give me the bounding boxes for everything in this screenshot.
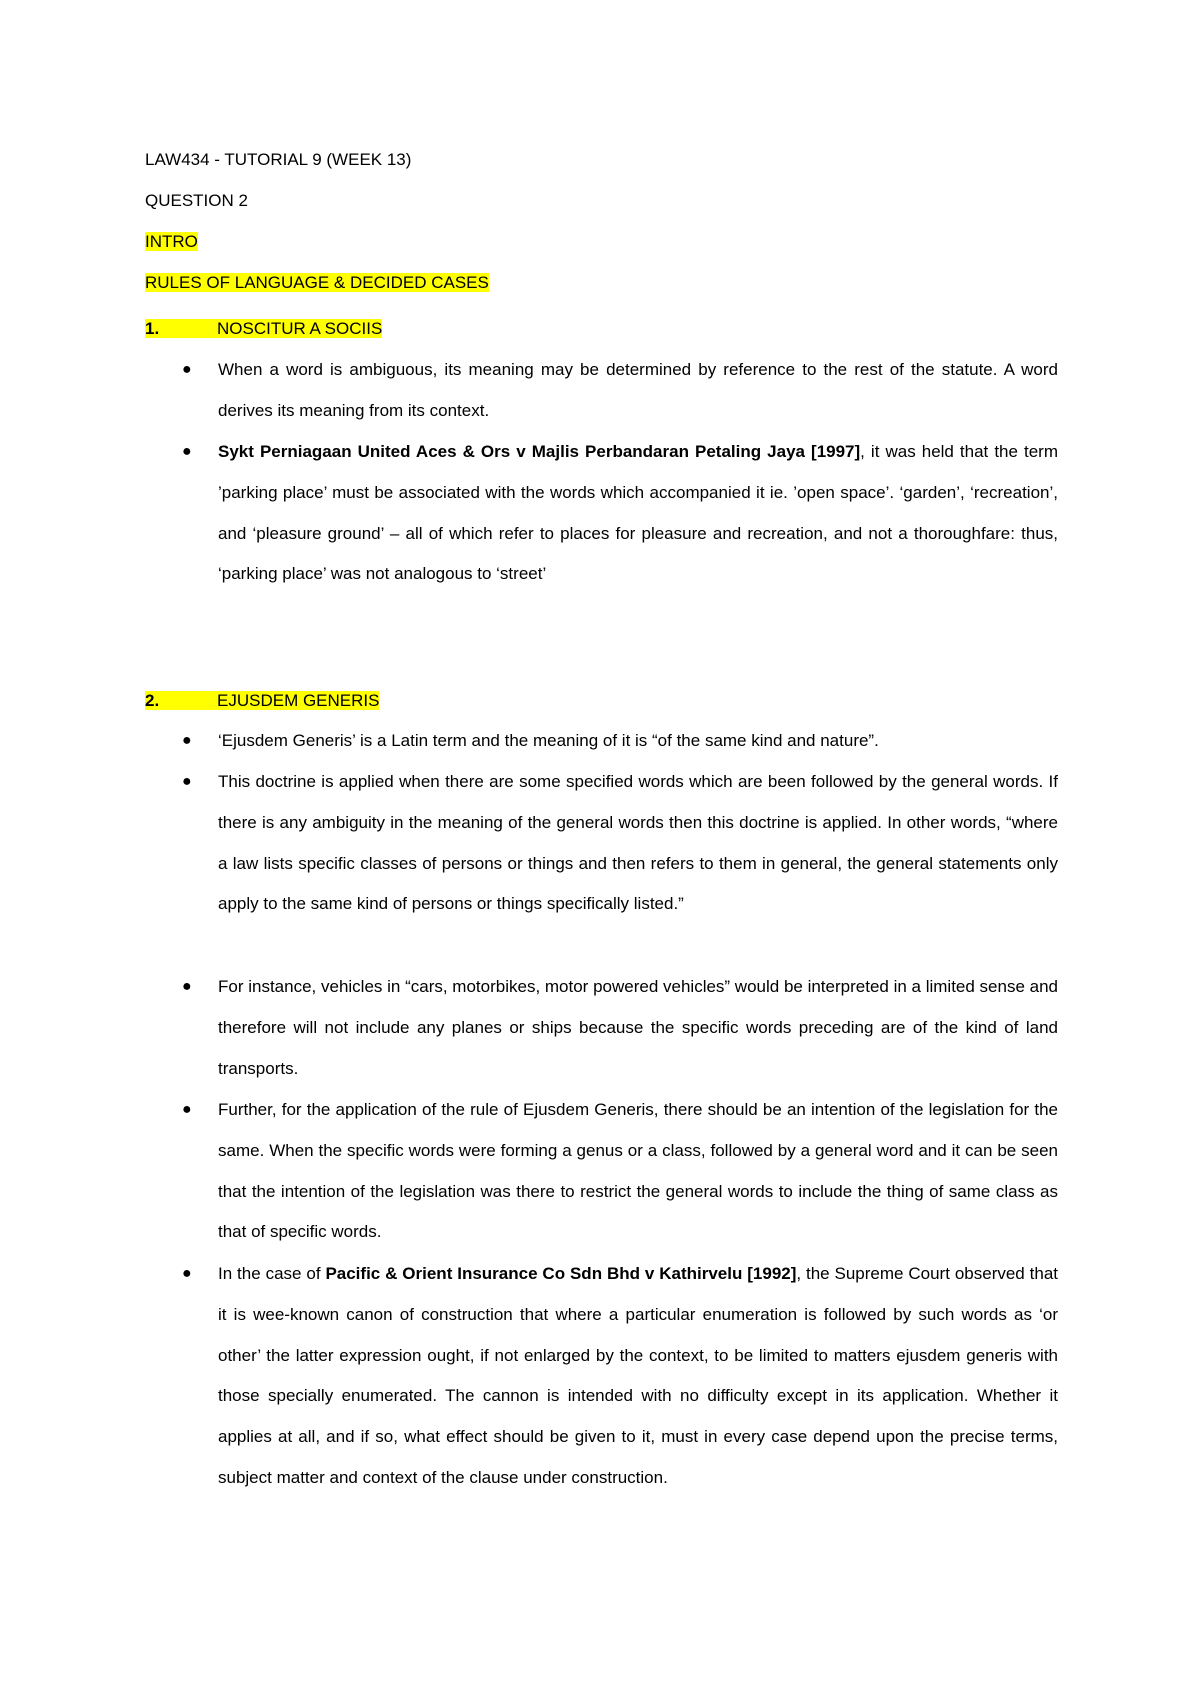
document-title: LAW434 - TUTORIAL 9 (WEEK 13): [145, 150, 412, 169]
section-2-title: EJUSDEM GENERIS: [217, 691, 380, 710]
bullet-icon: ●: [182, 361, 192, 378]
intro-heading: INTRO: [145, 232, 198, 251]
s2-bullet-4: Further, for the application of the rule of Ejusdem Generis, there should be an intention of the legislation for the same. When the specific words were forming a genus or a class, followed by a general word and it can be seen that the intention of the legislation was there to restrict the general words to include the thing of same class as that of specific words.: [218, 1100, 1058, 1242]
case-citation: Pacific & Orient Insurance Co Sdn Bhd v Kathirvelu [1992]: [325, 1264, 797, 1283]
section-1-heading: [145, 318, 382, 340]
section-2-heading: [145, 690, 379, 712]
question-label: QUESTION 2: [145, 191, 248, 210]
bullet-icon: ●: [182, 443, 192, 460]
bullet-icon: ●: [182, 1265, 192, 1282]
s1-bullet-1: When a word is ambiguous, its meaning may be determined by reference to the rest of the statute. A word derives its meaning from its context.: [218, 360, 1058, 420]
section-1-number: 1.: [145, 319, 160, 338]
s2-bullet-2: This doctrine is applied when there are some specified words which are been followed by the general words. If there is any ambiguity in the meaning of the general words then this doctrine is applied. In other words, “where a law lists specific classes of persons or things and then refers to them in general, the general statements only apply to the same kind of persons or things specifically listed.”: [218, 772, 1058, 914]
section-2-number: 2.: [145, 691, 160, 710]
bullet-icon: ●: [182, 978, 192, 995]
s2-bullet-3: For instance, vehicles in “cars, motorbikes, motor powered vehicles” would be interpreted in a limited sense and therefore will not include any planes or ships because the specific words preceding are of the kind of land transports.: [218, 977, 1059, 1078]
bullet-icon: ●: [182, 773, 192, 790]
s1-bullet-2: Sykt Perniagaan United Aces & Ors v Majlis Perbandaran Petaling Jaya [1997], it was held that the term ’parking place’ must be associated with the words which accompanied it ie. ’open space’. ‘garden’, ‘recreation’, and ‘pleasure ground’ – all of which refer to places for pleasure and recreation, and not a thoroughfare: thus, ‘parking place’ was not analogous to ‘street’: [218, 442, 1058, 584]
s2-bullet-5: In the case of Pacific & Orient Insurance Co Sdn Bhd v Kathirvelu [1992], the Supreme Court observed that it is wee-known canon of construction that where a particular enumeration is followed by such words as ‘or other’ the latter expression ought, if not enlarged by the context, to be limited to matters ejusdem generis with those specially enumerated. The cannon is intended with no difficulty except in its application. Whether it applies at all, and if so, what effect should be given to it, must in every case depend upon the precise terms, subject matter and context of the clause under construction.: [218, 1264, 1058, 1487]
bullet-icon: ●: [182, 732, 192, 749]
bullet-icon: ●: [182, 1101, 192, 1118]
case-citation: Sykt Perniagaan United Aces & Ors v Majlis Perbandaran Petaling Jaya [1997]: [218, 442, 861, 461]
s2-bullet-1: ‘Ejusdem Generis’ is a Latin term and the meaning of it is “of the same kind and nature”.: [218, 731, 879, 750]
section-1-title: NOSCITUR A SOCIIS: [217, 319, 383, 338]
rules-heading: RULES OF LANGUAGE & DECIDED CASES: [145, 273, 489, 292]
